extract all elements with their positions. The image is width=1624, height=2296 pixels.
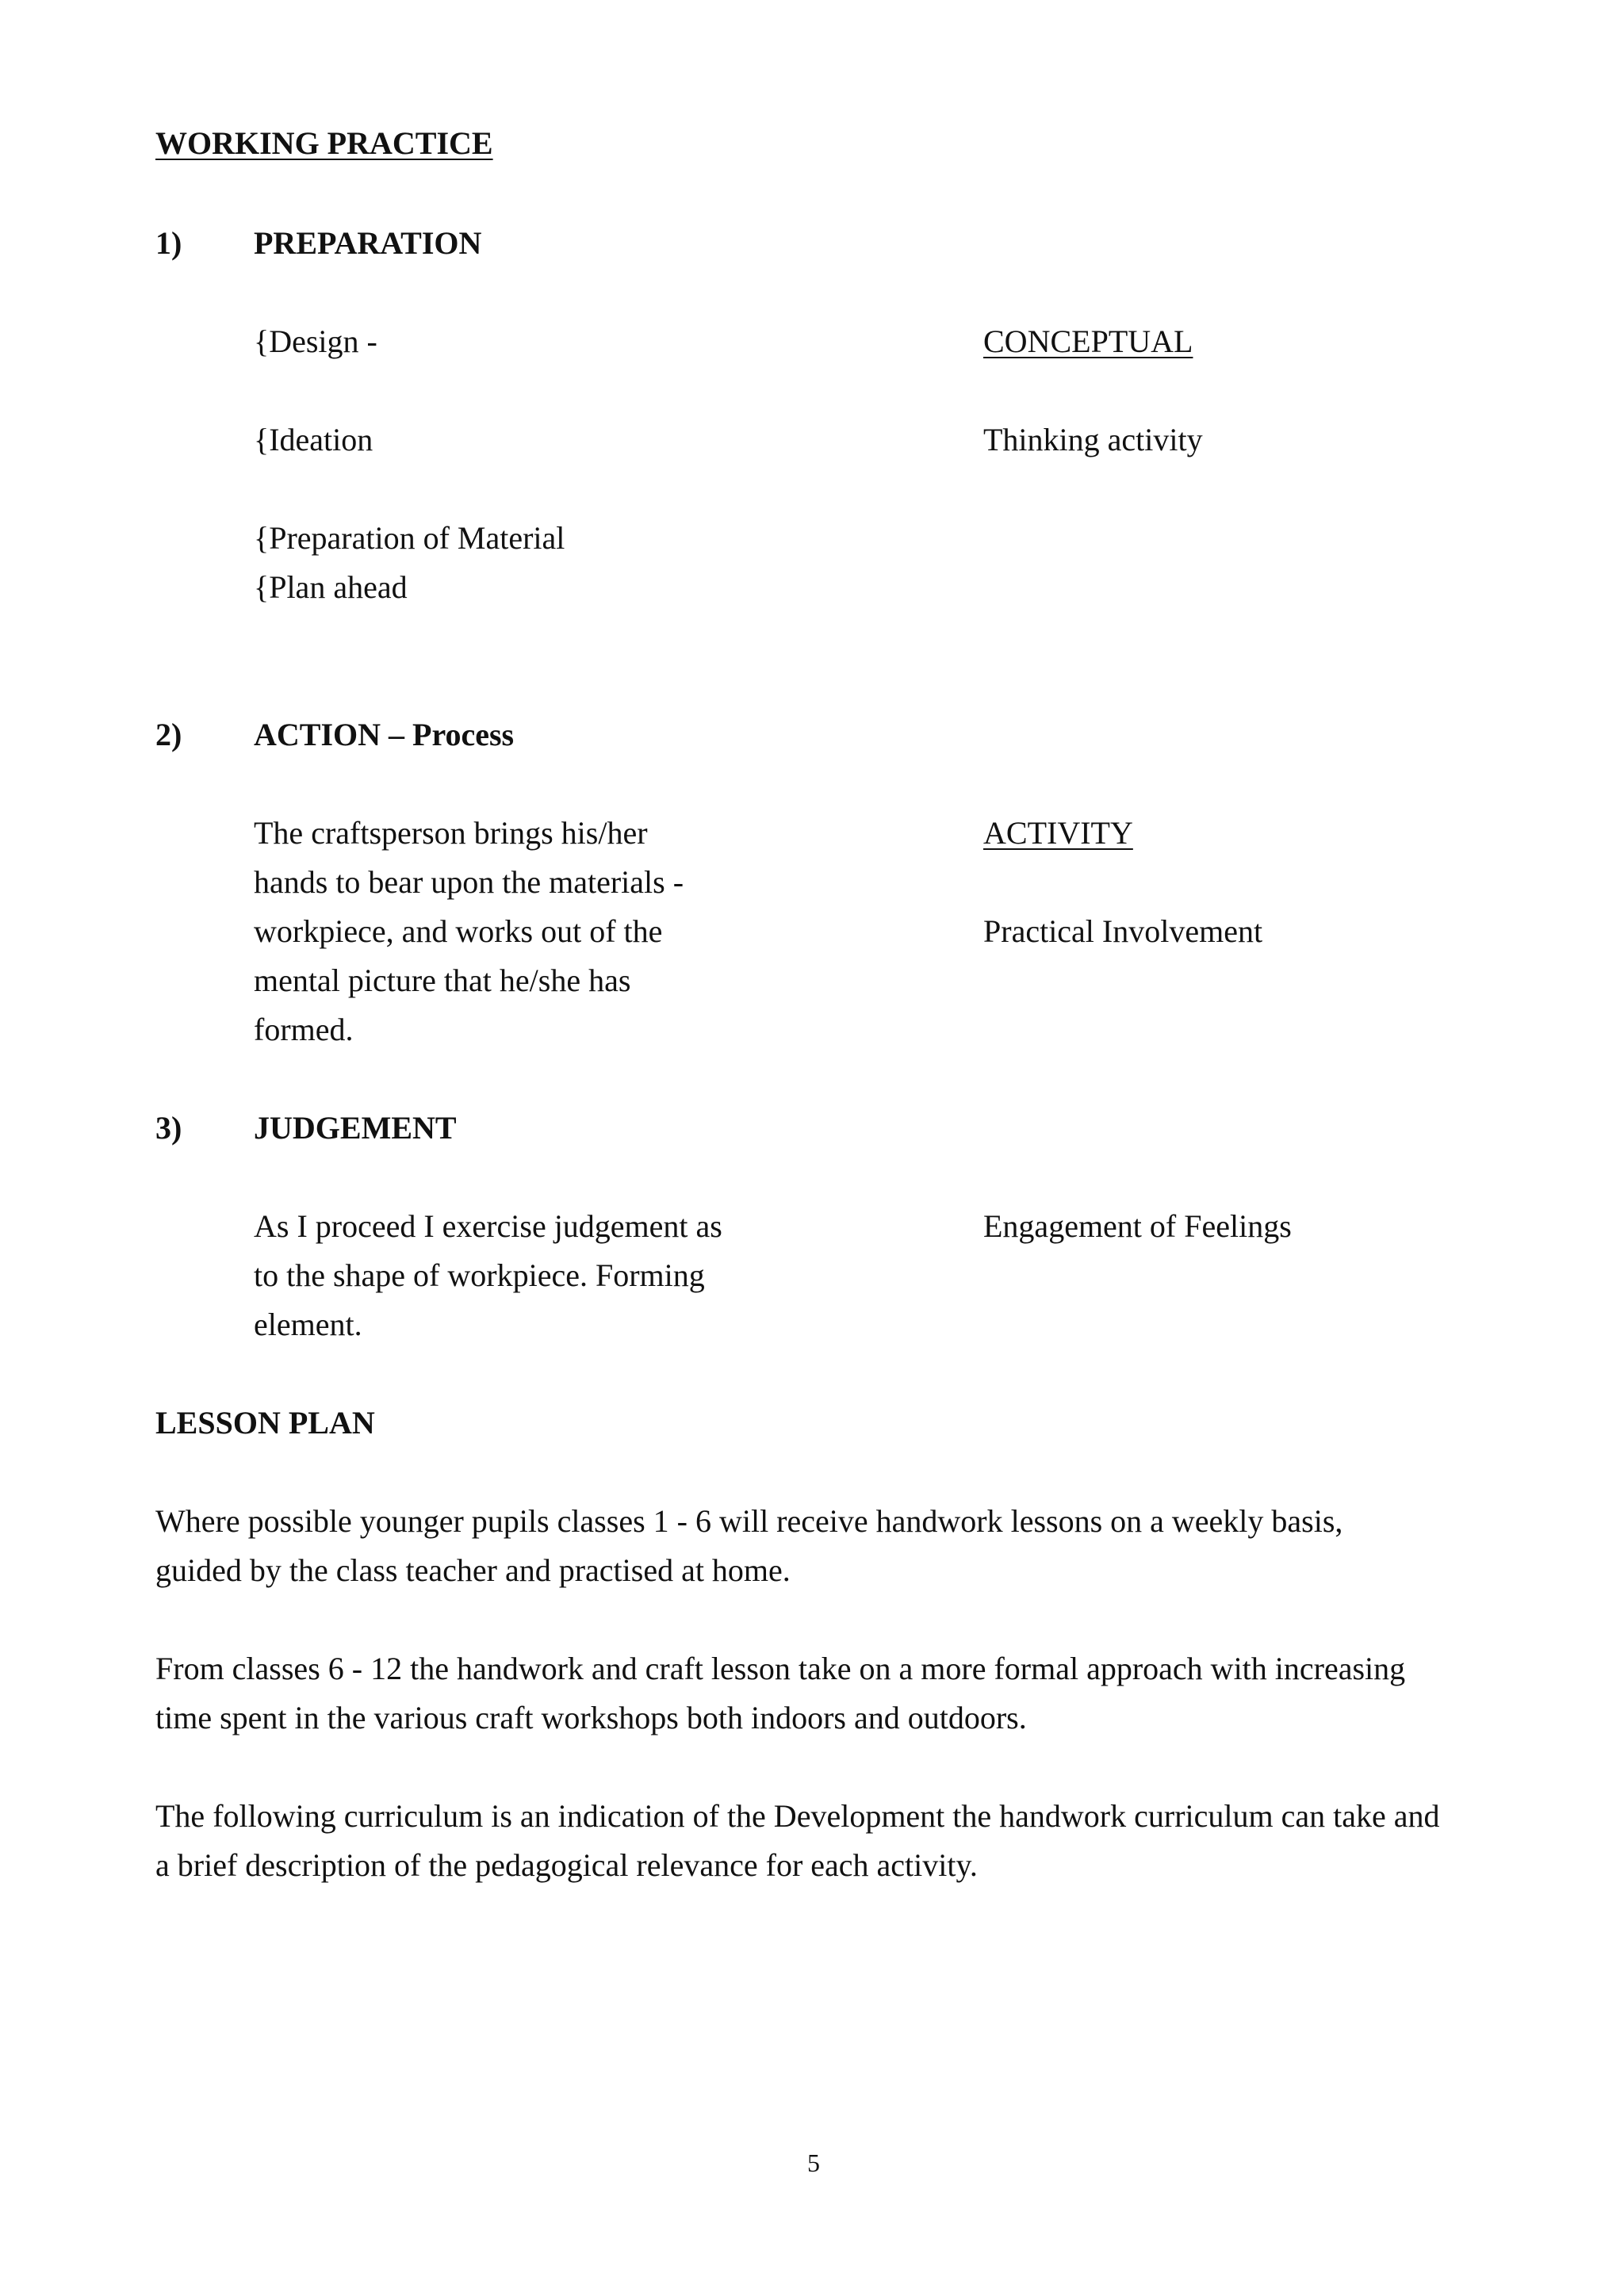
section-2-line: hands to bear upon the materials - <box>254 864 684 900</box>
section-3-title: JUDGEMENT <box>254 1110 457 1146</box>
section-1-label-thinking: Thinking activity <box>983 422 1203 457</box>
section-1-item-preparation: {Preparation of Material <box>254 520 565 556</box>
paragraph-line: guided by the class teacher and practised at home. <box>155 1552 791 1588</box>
lesson-plan-paragraph-3 <box>155 1792 1440 1890</box>
paragraph-line: Where possible younger pupils classes 1 - 6 will receive handwork lessons on a weekly basis, <box>155 1503 1343 1539</box>
section-2-line: mental picture that he/she has <box>254 962 631 998</box>
section-2-label-activity: ACTIVITY <box>983 815 1133 851</box>
section-2-line: The craftsperson brings his/her <box>254 815 648 851</box>
lesson-plan-title: LESSON PLAN <box>155 1405 375 1441</box>
section-1-item-ideation: {Ideation <box>254 422 373 457</box>
page-heading: WORKING PRACTICE <box>155 125 493 161</box>
section-1-number: 1) <box>155 225 182 261</box>
paragraph-line: From classes 6 - 12 the handwork and craft lesson take on a more formal approach with increasing <box>155 1651 1406 1686</box>
section-3-label-feelings: Engagement of Feelings <box>983 1208 1292 1244</box>
page-number: 5 <box>807 2149 820 2177</box>
section-1-item-plan: {Plan ahead <box>254 569 408 605</box>
section-1-item-design: {Design - <box>254 323 377 359</box>
section-3-line: As I proceed I exercise judgement as <box>254 1208 722 1244</box>
section-3-description <box>254 1202 722 1349</box>
section-2-line: formed. <box>254 1012 354 1047</box>
section-3-line: element. <box>254 1307 362 1342</box>
section-2-number: 2) <box>155 717 182 752</box>
paragraph-line: time spent in the various craft workshops both indoors and outdoors. <box>155 1700 1027 1735</box>
section-2-description <box>254 809 684 1054</box>
section-3-line: to the shape of workpiece. Forming <box>254 1257 705 1293</box>
lesson-plan-paragraph-2 <box>155 1644 1405 1743</box>
section-1-label-conceptual: CONCEPTUAL <box>983 323 1193 359</box>
paragraph-line: a brief description of the pedagogical relevance for each activity. <box>155 1847 978 1883</box>
section-2-title: ACTION – Process <box>254 717 515 752</box>
lesson-plan-paragraph-1 <box>155 1497 1342 1595</box>
section-3-number: 3) <box>155 1110 182 1146</box>
section-2-label-practical: Practical Involvement <box>983 913 1263 949</box>
paragraph-line: The following curriculum is an indication of the Development the handwork curriculum can take and <box>155 1798 1440 1834</box>
section-2-line: workpiece, and works out of the <box>254 913 663 949</box>
section-1-title: PREPARATION <box>254 225 482 261</box>
